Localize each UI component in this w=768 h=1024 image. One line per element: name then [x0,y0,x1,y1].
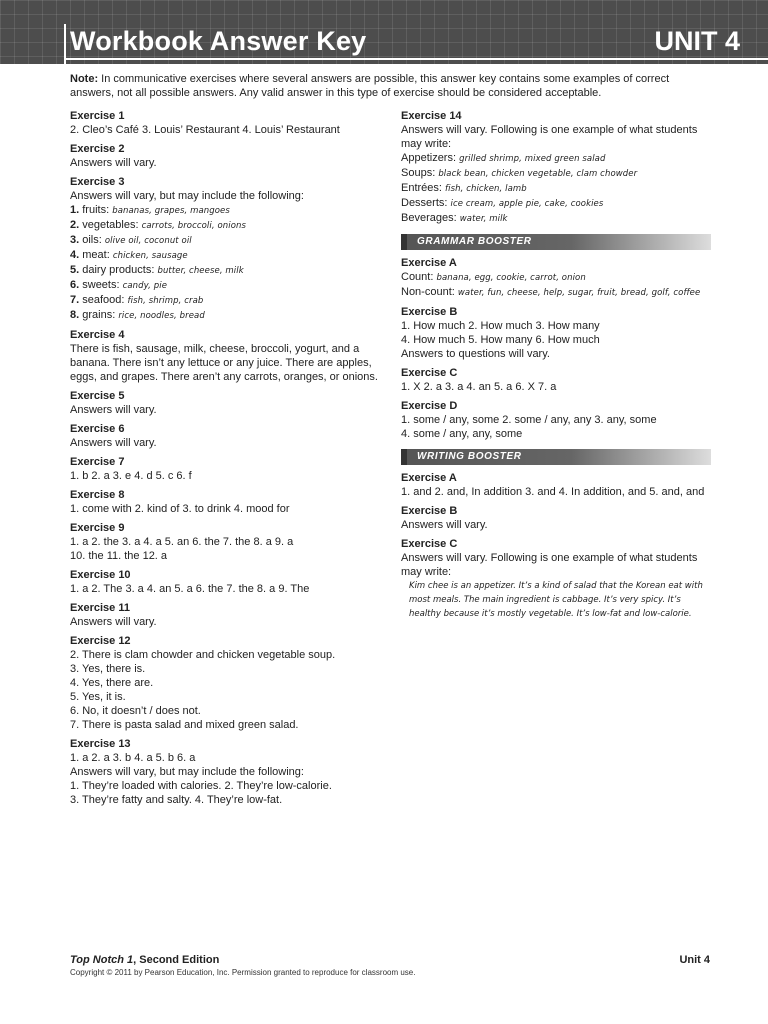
banner-divider [64,58,768,60]
footer-book-title [70,954,219,966]
answer-line: 3. They’re fatty and salty. 4. They’re low-fat. [70,794,283,806]
exercise-heading: Exercise D [401,400,458,412]
answer-line: Answers will vary. [70,616,157,628]
exercise-heading: Exercise 2 [70,143,125,155]
copyright-text: Copyright © 2011 by Pearson Education, Inc. Permission granted to reproduce for classroom use. [70,968,416,977]
answer-paragraph: There is fish, sausage, milk, cheese, broccoli, yogurt, and a banana. There isn’t any lettuce or any juice. There are apples, eggs, and grapes. There aren’t any carrots, oranges, or onions. [70,343,378,383]
note-text: In communicative exercises where several answers are possible, this answer key contains some examples of correct answers, not all possible answers. Any valid answer in this type of exercise should be considered acceptable. [70,73,670,99]
item-example: bananas, grapes, mangoes [112,206,230,216]
answer-item [70,308,390,323]
writing-booster-bar [401,449,711,465]
left-column [70,109,390,807]
answer-item [401,211,711,226]
exercise-heading: Exercise C [401,367,458,379]
item-text: vegetables: [79,219,142,231]
item-example: butter, cheese, milk [157,266,244,276]
item-example: rice, noodles, bread [118,311,205,321]
item-example: olive oil, coconut oil [104,236,192,246]
answer-item [70,218,390,233]
exercise-heading: Exercise 10 [70,569,131,581]
item-text: Beverages: [401,212,460,224]
exercise-heading: Exercise 8 [70,489,125,501]
item-number: 2. [70,219,80,231]
item-number: 5. [70,264,80,276]
answer-item [70,278,390,293]
answer-line: 2. Cleo’s Café 3. Louis’ Restaurant 4. Louis’ Restaurant [70,124,340,136]
right-column [401,109,711,621]
item-text: seafood: [79,294,128,306]
answer-line: 5. Yes, it is. [70,691,126,703]
item-text: Desserts: [401,197,451,209]
answer-item [70,233,390,248]
answer-line: 6. No, it doesn’t / does not. [70,705,201,717]
exercise-heading: Exercise B [401,306,458,318]
exercise-heading: Exercise 5 [70,390,125,402]
item-number: 8. [70,309,80,321]
section-title: GRAMMAR BOOSTER [417,236,532,247]
answer-line: 1. and 2. and, In addition 3. and 4. In addition, and 5. and, and [401,486,705,498]
item-example: grilled shrimp, mixed green salad [459,154,606,164]
item-example: fish, chicken, lamb [445,184,527,194]
answer-line: 1. How much 2. How much 3. How many [401,320,600,332]
item-text: oils: [79,234,105,246]
answer-line: Answers will vary, but may include the following: [70,190,304,202]
grammar-booster-bar [401,234,711,250]
sample-paragraph: Kim chee is an appetizer. It’s a kind of salad that the Korean eat with most meals. The main ingredient is cabbage. It’s very spicy. It’s healthy because it’s mostly vegetable. It’s low-fat and low-calorie. [409,581,703,619]
exercise-heading: Exercise 1 [70,110,125,122]
section-bar-tab [401,449,407,465]
answer-item [401,196,711,211]
exercise-heading: Exercise 3 [70,176,125,188]
book-title: Top Notch 1 [70,954,134,966]
answer-line: Answers will vary. [70,157,157,169]
header-banner [0,0,768,64]
answer-line: Answers will vary, but may include the following: [70,766,304,778]
exercise-heading: Exercise 13 [70,738,131,750]
answer-line: 1. some / any, some 2. some / any, any 3. any, some [401,414,657,426]
item-text: fruits: [79,204,113,216]
answer-line: 4. Yes, there are. [70,677,154,689]
answer-item [401,181,711,196]
item-text: Appetizers: [401,152,460,164]
answer-item [401,166,711,181]
item-example: chicken, sausage [112,251,188,261]
answer-line: 2. There is clam chowder and chicken vegetable soup. [70,649,336,661]
item-text: Entrées: [401,182,446,194]
answer-line: Answers will vary. [70,404,157,416]
exercise-heading: Exercise 11 [70,602,130,614]
item-text: Count: [401,271,437,283]
answer-item [70,263,390,278]
answer-line: 3. Yes, there is. [70,663,146,675]
item-example: water, milk [459,214,508,224]
item-text: dairy products: [79,264,158,276]
answer-line: Answers to questions will vary. [401,348,550,360]
answer-line: 7. There is pasta salad and mixed green salad. [70,719,299,731]
item-example: black bean, chicken vegetable, clam chowder [438,169,638,179]
item-number: 7. [70,294,80,306]
item-example: ice cream, apple pie, cake, cookies [450,199,604,209]
answer-line: 1. a 2. The 3. a 4. an 5. a 6. the 7. the 8. a 9. The [70,583,310,595]
item-example: banana, egg, cookie, carrot, onion [436,273,586,283]
note-paragraph [70,72,710,100]
exercise-heading: Exercise 9 [70,522,125,534]
answer-line: 10. the 11. the 12. a [70,550,168,562]
answer-item [401,285,711,300]
exercise-heading: Exercise A [401,257,457,269]
section-bar-tab [401,234,407,250]
exercise-heading: Exercise 7 [70,456,125,468]
item-text: grains: [79,309,119,321]
answer-line: 1. come with 2. kind of 3. to drink 4. mood for [70,503,290,515]
exercise-heading: Exercise B [401,505,458,517]
answer-line: Answers will vary. Following is one example of what students may write: [401,552,698,578]
answer-line: 4. How much 5. How many 6. How much [401,334,600,346]
unit-label: UNIT 4 [654,26,740,56]
answer-line: 1. b 2. a 3. e 4. d 5. c 6. f [70,470,192,482]
exercise-heading: Exercise 4 [70,329,125,341]
exercise-heading: Exercise C [401,538,458,550]
answer-line: Answers will vary. Following is one example of what students may write: [401,124,698,150]
answer-line: 1. a 2. the 3. a 4. a 5. an 6. the 7. the 8. a 9. a [70,536,294,548]
item-text: sweets: [79,279,123,291]
item-number: 4. [70,249,80,261]
exercise-heading: Exercise 12 [70,635,131,647]
item-number: 3. [70,234,80,246]
item-example: carrots, broccoli, onions [141,221,247,231]
exercise-heading: Exercise A [401,472,457,484]
page-title: Workbook Answer Key [70,26,367,56]
item-number: 6. [70,279,80,291]
item-text: Soups: [401,167,439,179]
exercise-heading: Exercise 6 [70,423,125,435]
answer-item [70,203,390,218]
item-example: fish, shrimp, crab [127,296,204,306]
answer-item [401,270,711,285]
item-example: candy, pie [122,281,168,291]
note-label: Note: [70,73,99,85]
book-edition: , Second Edition [133,954,220,966]
answer-line: 1. a 2. a 3. b 4. a 5. b 6. a [70,752,196,764]
answer-line: 1. They’re loaded with calories. 2. They’re low-calorie. [70,780,332,792]
item-text: meat: [79,249,113,261]
answer-item [70,248,390,263]
answer-line: Answers will vary. [401,519,488,531]
item-text: Non-count: [401,286,458,298]
answer-line: Answers will vary. [70,437,157,449]
exercise-heading: Exercise 14 [401,110,462,122]
answer-line: 4. some / any, any, some [401,428,523,440]
answer-line: 1. X 2. a 3. a 4. an 5. a 6. X 7. a [401,381,557,393]
answer-item [70,293,390,308]
banner-divider-vertical [64,24,66,64]
item-example: water, fun, cheese, help, sugar, fruit, bread, golf, coffee [457,288,701,298]
section-title: WRITING BOOSTER [417,451,522,462]
answer-item [401,151,711,166]
footer-unit: Unit 4 [679,954,710,966]
item-number: 1. [70,204,80,216]
